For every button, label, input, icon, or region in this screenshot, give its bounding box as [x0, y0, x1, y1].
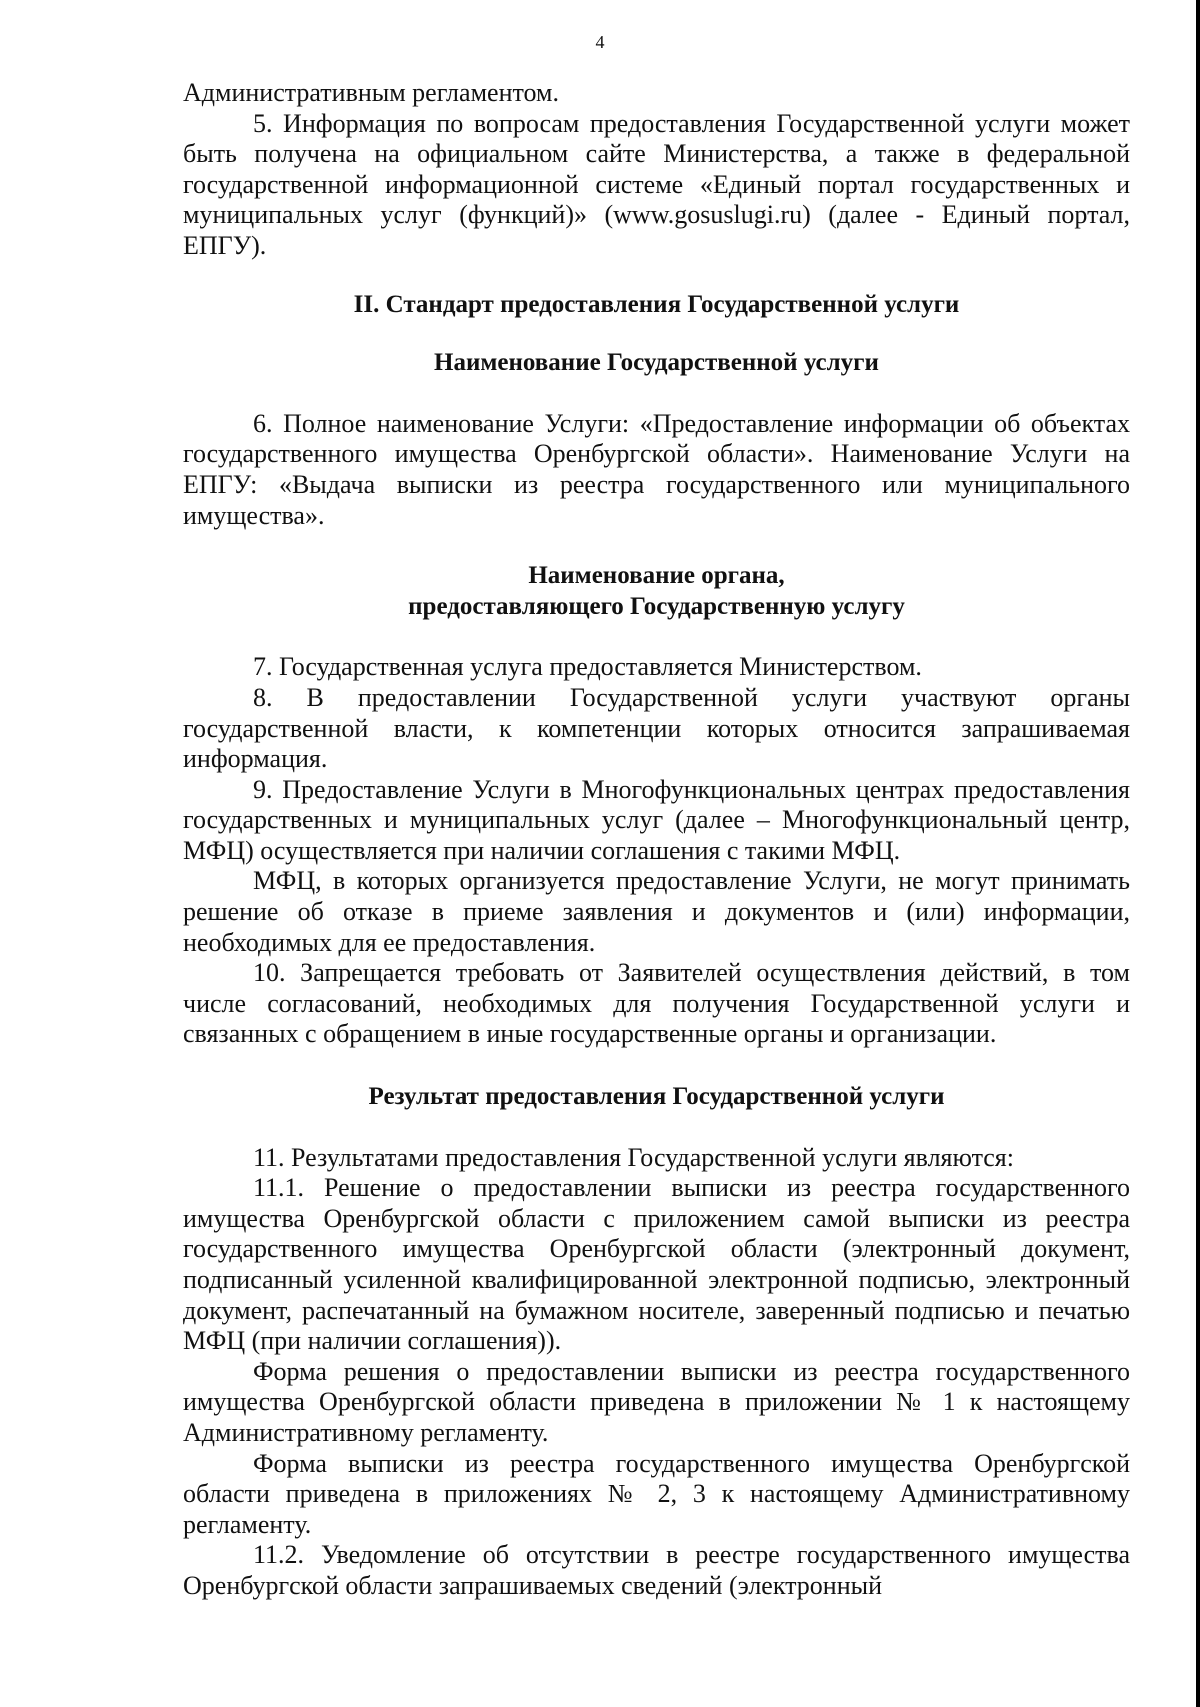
paragraph-8: 8. В предоставлении Государственной услуги участвуют органы государственной власти, к компетенции которых относится запрашиваемая информация. [183, 682, 1130, 774]
paragraph-11-2: 11.2. Уведомление об отсутствии в реестре государственного имущества Оренбургской области запрашиваемых сведений (электронный [183, 1540, 1130, 1600]
subheading-organ-line1: Наименование органа, [528, 562, 785, 590]
document-body [183, 78, 1130, 1602]
subheading-organ-line2: предоставляющего Государственную услугу [408, 592, 905, 620]
paragraph-continuation: Административным регламентом. [183, 78, 559, 107]
paragraph-11: 11. Результатами предоставления Государственной услуги являются: [253, 1142, 1014, 1172]
paragraph-5: 5. Информация по вопросам предоставления Государственной услуги может быть получена на официальном сайте Министерства, а также в федеральной государственной информационной системе «Единый портал государственных и муниципальных услуг (функций)» (www.gosuslugi.ru) (далее - Единый портал, ЕПГУ). [183, 108, 1130, 260]
subheading-organ [183, 561, 1130, 622]
paragraph-form-decision: Форма решения о предоставлении выписки из реестра государственного имущества Оренбургской области приведена в приложении № 1 к настоящему Административному регламенту. [183, 1356, 1130, 1447]
paragraph-6: 6. Полное наименование Услуги: «Предоставление информации об объектах государственного имущества Оренбургской области». Наименование Услуги на ЕПГУ: «Выдача выписки из реестра государственного или муниципального имущества». [183, 408, 1130, 530]
paragraph-11-1: 11.1. Решение о предоставлении выписки из реестра государственного имущества Оренбургской области с приложением самой выписки из реестра государственного имущества Оренбургской области (электронный документ, подписанный усиленной квалифицированной электронной подписью, электронный документ, распечатанный на бумажном носителе, заверенный подписью и печатью МФЦ (при наличии соглашения)). [183, 1173, 1130, 1356]
paragraph-mfc: МФЦ, в которых организуется предоставление Услуги, не могут принимать решение об отказе в приеме заявления и документов и (или) информации, необходимых для ее предоставления. [183, 866, 1130, 957]
paragraph-form-extract: Форма выписки из реестра государственного имущества Оренбургской области приведена в приложениях № 2, 3 к настоящему Административному регламенту. [183, 1448, 1130, 1539]
paragraph-9: 9. Предоставление Услуги в Многофункциональных центрах предоставления государственных и муниципальных услуг (далее – Многофункциональный центр, МФЦ) осуществляется при наличии соглашения с такими МФЦ. [183, 774, 1130, 865]
paragraph-10: 10. Запрещается требовать от Заявителей осуществления действий, в том числе согласований, необходимых для получения Государственной услуги и связанных с обращением в иные государственные органы и организации. [183, 958, 1130, 1049]
section-title: II. Стандарт предоставления Государственной услуги [353, 290, 960, 318]
paragraph-7: 7. Государственная услуга предоставляется Министерством. [253, 652, 922, 682]
subheading-result: Результат предоставления Государственной услуги [368, 1083, 945, 1111]
page-edge-border [1196, 0, 1200, 1707]
page-number: 4 [595, 32, 605, 52]
subheading-service-name: Наименование Государственной услуги [434, 349, 879, 377]
